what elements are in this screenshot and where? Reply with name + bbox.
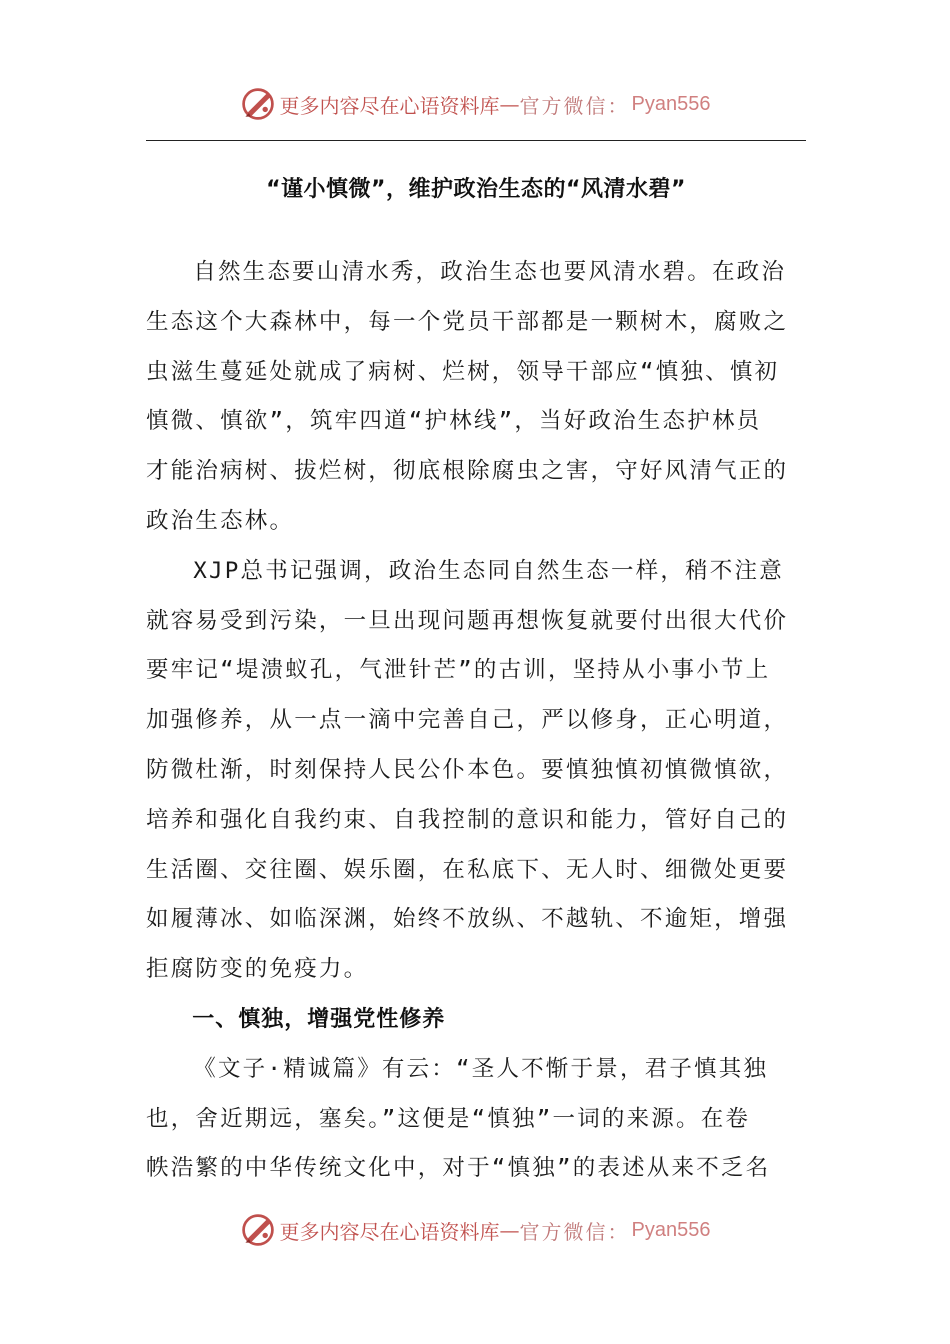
watermark-text-wechat: 官方微信： xyxy=(519,1219,630,1244)
footer-watermark xyxy=(0,1206,950,1254)
document-body xyxy=(146,248,808,1194)
text-line: 自然生态要山清水秀，政治生态也要风清水碧。在政治 xyxy=(193,259,787,285)
pen-logo-icon xyxy=(240,1212,276,1248)
text-line: 培养和强化自我约束、自我控制的意识和能力，管好自己的 xyxy=(146,806,789,833)
watermark-text-id: Pyan556 xyxy=(631,92,711,115)
text-line: 生活圈、交往圈、娱乐圈，在私底下、无人时、细微处更要 xyxy=(146,856,789,883)
text-line: 如履薄冰、如临深渊，始终不放纵、不越轨、不逾矩，增强 xyxy=(146,906,789,933)
paragraph-2 xyxy=(146,547,808,995)
text-line: 虫滋生蔓延处就成了病树、烂树，领导干部应“慎独、慎初 xyxy=(146,358,780,385)
text-line: 要牢记“堤溃蚁孔，气泄针芒”的古训，坚持从小事小节上 xyxy=(146,657,771,684)
text-line: 拒腐防变的免疫力。 xyxy=(146,956,369,983)
text-line: 政治生态林。 xyxy=(146,507,295,534)
section-heading-1: 一、慎独，增强党性修养 xyxy=(192,1006,446,1032)
watermark-text-main: 更多内容尽在心语资料库 xyxy=(279,1219,500,1244)
header-rule xyxy=(146,140,806,141)
watermark-dash: — xyxy=(499,1218,520,1242)
text-line: 《文子·精诚篇》有云：“圣人不惭于景，君子慎其独 xyxy=(193,1055,769,1082)
text-line: 防微杜渐，时刻保持人民公仆本色。要慎独慎初慎微慎欲， xyxy=(146,756,789,783)
paragraph-3 xyxy=(146,1045,808,1194)
paragraph-1 xyxy=(146,248,808,547)
text-line: 加强修养，从一点一滴中完善自己，严以修身，正心明道， xyxy=(146,707,789,734)
pen-logo-icon xyxy=(240,86,276,122)
text-line: 也，舍近期远，塞矣。”这便是“慎独”一词的来源。在卷 xyxy=(146,1105,751,1132)
text-line: 帙浩繁的中华传统文化中，对于“慎独”的表述从来不乏名 xyxy=(146,1155,771,1182)
text-line: 就容易受到污染，一旦出现问题再想恢复就要付出很大代价 xyxy=(146,607,789,634)
watermark-text-main: 更多内容尽在心语资料库 xyxy=(279,93,500,118)
text-line: 才能治病树、拔烂树，彻底根除腐虫之害，守好风清气正的 xyxy=(146,458,789,485)
document-title: “谨小慎微”，维护政治生态的“风清水碧” xyxy=(266,177,686,202)
watermark-text-wechat: 官方微信： xyxy=(519,93,630,118)
watermark-dash: — xyxy=(499,92,520,116)
header-watermark xyxy=(0,80,950,128)
text-line: 生态这个大森林中，每一个党员干部都是一颗树木，腐败之 xyxy=(146,308,789,335)
text-line: 慎微、慎欲”，筑牢四道“护林线”，当好政治生态护林员 xyxy=(146,408,762,435)
text-line: XJP总书记强调，政治生态同自然生态一样，稍不注意 xyxy=(193,557,784,584)
watermark-text-id: Pyan556 xyxy=(631,1218,711,1241)
